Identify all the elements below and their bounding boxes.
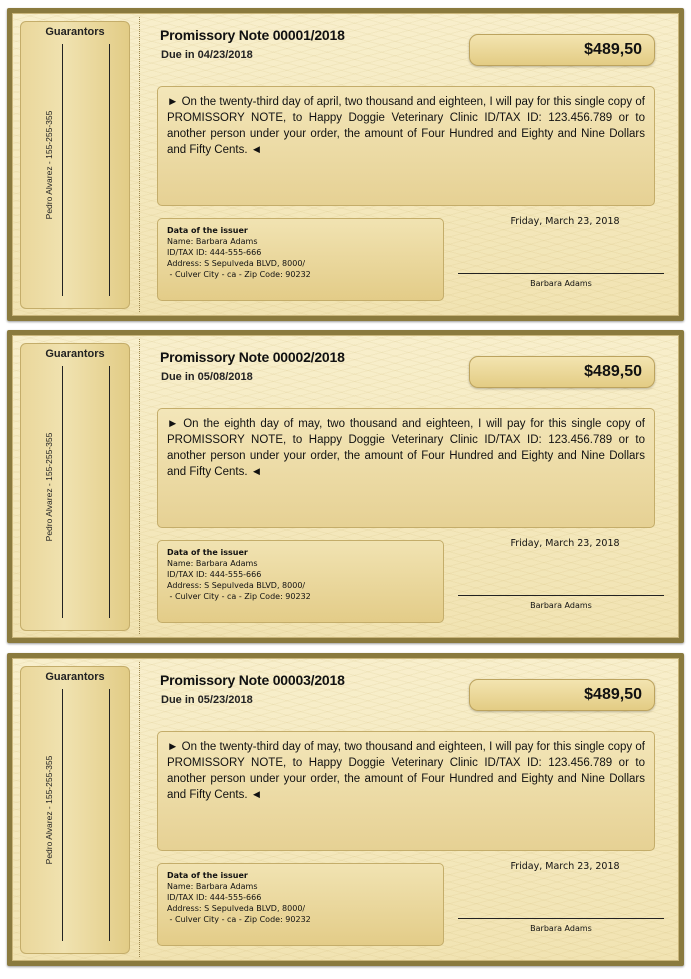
stub-divider — [62, 366, 63, 618]
issuer-city: - Culver City - ca - Zip Code: 90232 — [167, 592, 311, 601]
signature-name: Barbara Adams — [530, 279, 592, 288]
issuer-details — [167, 547, 311, 602]
guarantors-stub — [20, 343, 130, 631]
note-title: Promissory Note 00003/2018 — [160, 672, 345, 688]
due-date: Due in 04/23/2018 — [161, 49, 253, 61]
guarantors-title: Guarantors — [45, 26, 105, 38]
issuer-city: - Culver City - ca - Zip Code: 90232 — [167, 915, 311, 924]
signature-name: Barbara Adams — [530, 924, 592, 933]
issuer-name: Name: Barbara Adams — [167, 882, 258, 891]
signature-name: Barbara Adams — [530, 601, 592, 610]
amount-box — [469, 356, 655, 388]
note-body-text: ► On the eighth day of may, two thousand and eighteen, I will pay for this single copy of PROMISSORY NOTE, to Happy Doggie Veterinary Clinic ID/TAX ID: 123.456.789 or to another person under your order, the amount of Four Hundred and Eighty and Nine Dollars and Fifty Cents. ◄ — [167, 418, 645, 478]
due-date: Due in 05/23/2018 — [161, 694, 253, 706]
due-date: Due in 05/08/2018 — [161, 371, 253, 383]
guarantors-stub — [20, 666, 130, 954]
issue-date: Friday, March 23, 2018 — [510, 216, 620, 227]
stub-divider — [62, 44, 63, 296]
issuer-city: - Culver City - ca - Zip Code: 90232 — [167, 270, 311, 279]
note-body-text: ► On the twenty-third day of april, two thousand and eighteen, I will pay for this single copy of PROMISSORY NOTE, to Happy Doggie Veterinary Clinic ID/TAX ID: 123.456.789 or to another person under your order, the amount of Four Hundred and Eighty and Nine Dollars and Fifty Cents. ◄ — [167, 96, 645, 156]
note-body-box — [157, 408, 655, 528]
signature-line — [458, 595, 664, 596]
perforation-line — [139, 662, 140, 957]
issuer-box — [157, 540, 444, 623]
amount-value: $489,50 — [584, 41, 642, 58]
issuer-header: Data of the issuer — [167, 548, 248, 557]
perforation-line — [139, 339, 140, 634]
guarantor-name: Pedro Alvarez - 155-255-355 — [44, 432, 54, 542]
note-body-box — [157, 86, 655, 206]
issuer-name: Name: Barbara Adams — [167, 559, 258, 568]
promissory-note — [7, 8, 684, 321]
amount-value: $489,50 — [584, 686, 642, 703]
note-title: Promissory Note 00002/2018 — [160, 349, 345, 365]
perforation-line — [139, 17, 140, 312]
promissory-note — [7, 330, 684, 643]
amount-box — [469, 34, 655, 66]
guarantors-title: Guarantors — [45, 671, 105, 683]
issuer-header: Data of the issuer — [167, 226, 248, 235]
issue-date: Friday, March 23, 2018 — [510, 538, 620, 549]
stub-divider — [109, 689, 110, 941]
guarantor-name: Pedro Alvarez - 155-255-355 — [44, 755, 54, 865]
issuer-tax-id: ID/TAX ID: 444-555-666 — [167, 570, 262, 579]
amount-value: $489,50 — [584, 363, 642, 380]
amount-box — [469, 679, 655, 711]
note-body-box — [157, 731, 655, 851]
stub-divider — [62, 689, 63, 941]
guarantors-title: Guarantors — [45, 348, 105, 360]
stub-divider — [109, 366, 110, 618]
issuer-details — [167, 225, 311, 280]
guarantors-stub — [20, 21, 130, 309]
guarantor-name: Pedro Alvarez - 155-255-355 — [44, 110, 54, 220]
issuer-box — [157, 863, 444, 946]
issuer-header: Data of the issuer — [167, 871, 248, 880]
issue-date: Friday, March 23, 2018 — [510, 861, 620, 872]
promissory-note — [7, 653, 684, 966]
issuer-address: Address: S Sepulveda BLVD, 8000/ — [167, 581, 306, 590]
issuer-name: Name: Barbara Adams — [167, 237, 258, 246]
note-body-text: ► On the twenty-third day of may, two thousand and eighteen, I will pay for this single copy of PROMISSORY NOTE, to Happy Doggie Veterinary Clinic ID/TAX ID: 123.456.789 or to another person under your order, the amount of Four Hundred and Eighty and Nine Dollars and Fifty Cents. ◄ — [167, 741, 645, 801]
issuer-address: Address: S Sepulveda BLVD, 8000/ — [167, 904, 306, 913]
issuer-address: Address: S Sepulveda BLVD, 8000/ — [167, 259, 306, 268]
issuer-tax-id: ID/TAX ID: 444-555-666 — [167, 248, 262, 257]
signature-line — [458, 918, 664, 919]
issuer-box — [157, 218, 444, 301]
issuer-details — [167, 870, 311, 925]
note-title: Promissory Note 00001/2018 — [160, 27, 345, 43]
issuer-tax-id: ID/TAX ID: 444-555-666 — [167, 893, 262, 902]
stub-divider — [109, 44, 110, 296]
signature-line — [458, 273, 664, 274]
